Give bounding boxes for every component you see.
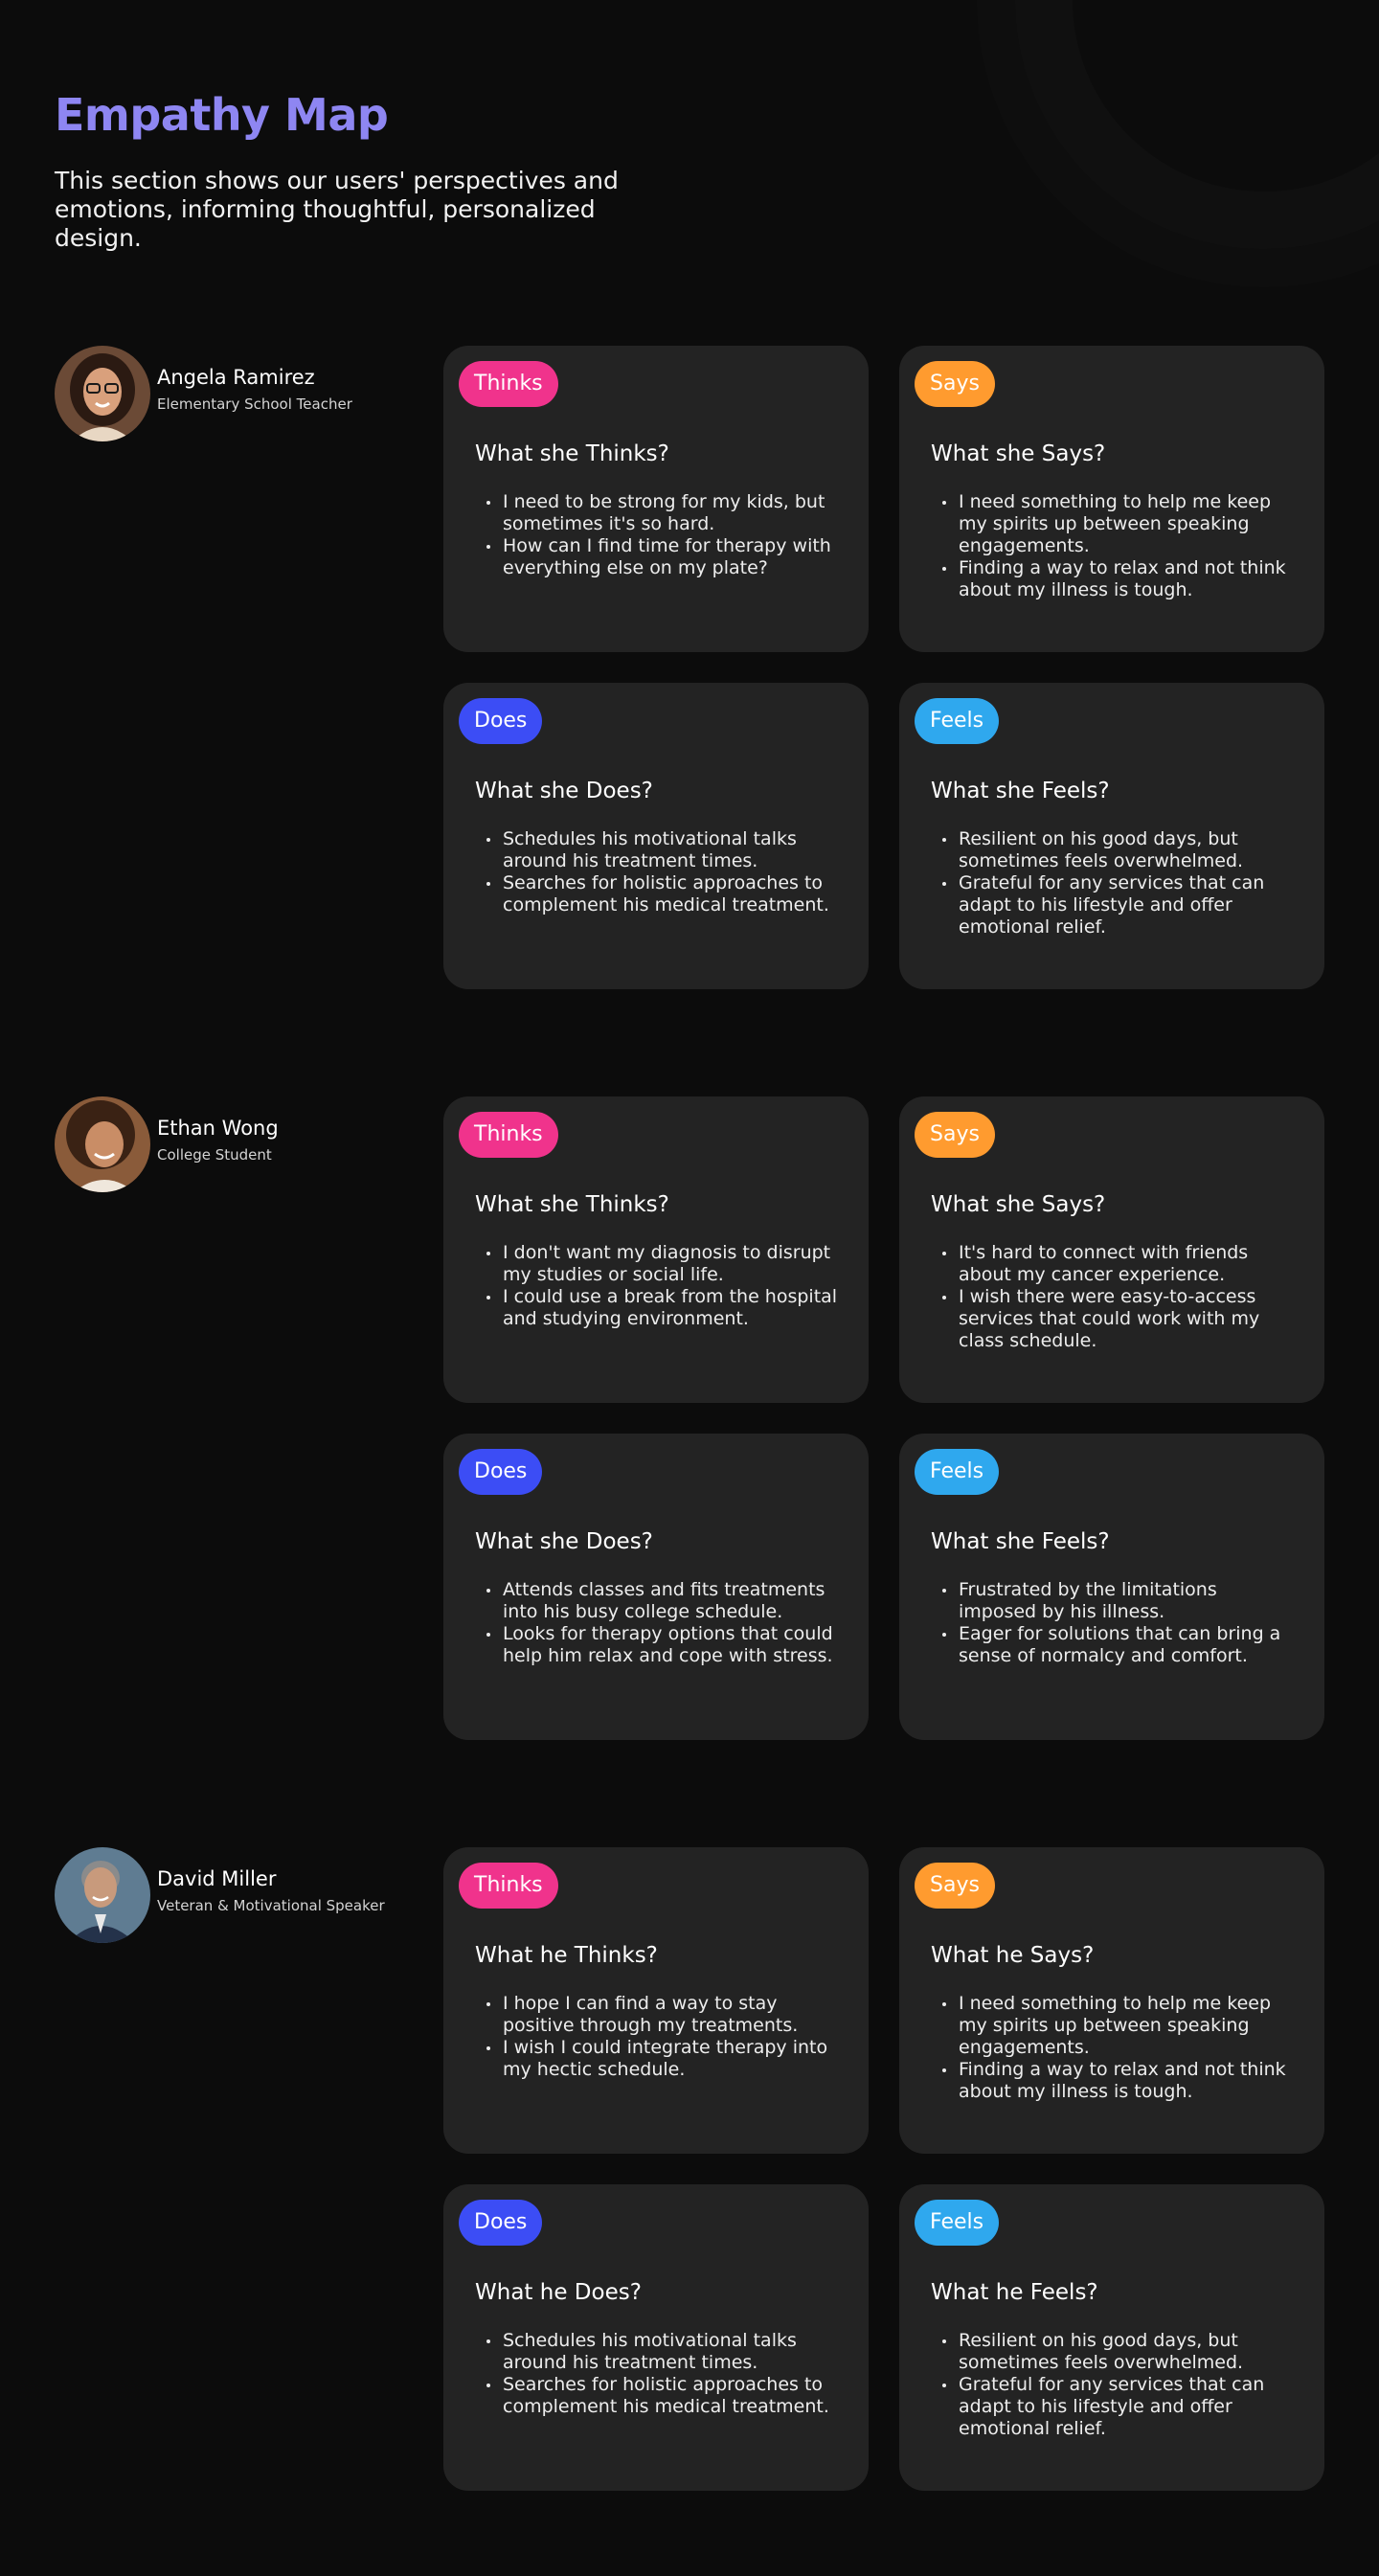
persona-profile [55, 1096, 279, 1192]
bullet-list [931, 1242, 1309, 1352]
list-item: Frustrated by the limitations imposed by his illness. [931, 1579, 1309, 1623]
does-tag: Does [459, 2200, 542, 2246]
list-item: It's hard to connect with friends about my cancer experience. [931, 1242, 1309, 1286]
avatar [55, 1096, 150, 1192]
list-item: Attends classes and fits treatments into his busy college schedule. [475, 1579, 853, 1623]
does-tag: Does [459, 698, 542, 744]
list-item: Searches for holistic approaches to complement his medical treatment. [475, 872, 853, 916]
card-heading: What he Does? [475, 2280, 642, 2305]
decorative-arc [1015, 0, 1379, 249]
feels-card [899, 683, 1324, 989]
persona-section-ethan [55, 1096, 1324, 1740]
list-item: I wish I could integrate therapy into my hectic schedule. [475, 2037, 853, 2081]
persona-name: David Miller [157, 1867, 277, 1890]
list-item: I could use a break from the hospital and studying environment. [475, 1286, 853, 1330]
list-item: Grateful for any services that can adapt to his lifestyle and offer emotional relief. [931, 872, 1309, 938]
list-item: Resilient on his good days, but sometimes feels overwhelmed. [931, 828, 1309, 872]
bullet-list [475, 491, 853, 579]
persona-role: Elementary School Teacher [157, 395, 352, 413]
bullet-list [931, 2330, 1309, 2440]
empathy-grid [443, 1096, 1324, 1740]
says-card [899, 1096, 1324, 1403]
list-item: Grateful for any services that can adapt to his lifestyle and offer emotional relief. [931, 2374, 1309, 2440]
feels-tag: Feels [915, 2200, 999, 2246]
bullet-list [931, 1579, 1309, 1667]
bullet-list [931, 1993, 1309, 2103]
list-item: I wish there were easy-to-access services that could work with my class schedule. [931, 1286, 1309, 1352]
does-tag: Does [459, 1449, 542, 1495]
empathy-grid [443, 346, 1324, 989]
thinks-tag: Thinks [459, 361, 558, 407]
list-item: Schedules his motivational talks around his treatment times. [475, 2330, 853, 2374]
bullet-list [931, 828, 1309, 938]
does-card [443, 683, 869, 989]
card-heading: What he Feels? [931, 2280, 1098, 2305]
list-item: I don't want my diagnosis to disrupt my studies or social life. [475, 1242, 853, 1286]
persona-role: College Student [157, 1146, 272, 1164]
list-item: I need something to help me keep my spirits up between speaking engagements. [931, 491, 1309, 557]
empathy-grid [443, 1847, 1324, 2491]
thinks-tag: Thinks [459, 1112, 558, 1158]
card-heading: What she Feels? [931, 779, 1110, 803]
thinks-tag: Thinks [459, 1863, 558, 1909]
list-item: Finding a way to relax and not think about my illness is tough. [931, 2059, 1309, 2103]
bullet-list [475, 1242, 853, 1330]
bullet-list [931, 491, 1309, 601]
says-card [899, 346, 1324, 652]
list-item: Looks for therapy options that could help him relax and cope with stress. [475, 1623, 853, 1667]
persona-section-david [55, 1847, 1324, 2491]
list-item: Schedules his motivational talks around his treatment times. [475, 828, 853, 872]
persona-section-angela [55, 346, 1324, 989]
avatar [55, 346, 150, 441]
thinks-card [443, 1847, 869, 2154]
does-card [443, 1434, 869, 1740]
feels-card [899, 1434, 1324, 1740]
list-item: Resilient on his good days, but sometimes feels overwhelmed. [931, 2330, 1309, 2374]
card-heading: What she Does? [475, 779, 653, 803]
persona-name: Ethan Wong [157, 1117, 279, 1140]
avatar [55, 1847, 150, 1943]
feels-tag: Feels [915, 1449, 999, 1495]
feels-card [899, 2184, 1324, 2491]
card-heading: What he Thinks? [475, 1943, 658, 1968]
list-item: Searches for holistic approaches to complement his medical treatment. [475, 2374, 853, 2418]
feels-tag: Feels [915, 698, 999, 744]
card-heading: What she Says? [931, 441, 1106, 466]
bullet-list [475, 828, 853, 916]
card-heading: What she Says? [931, 1192, 1106, 1217]
says-tag: Says [915, 1863, 995, 1909]
page-title: Empathy Map [55, 89, 389, 141]
card-heading: What she Does? [475, 1529, 653, 1554]
card-heading: What she Feels? [931, 1529, 1110, 1554]
bullet-list [475, 1993, 853, 2081]
persona-profile [55, 1847, 385, 1943]
says-tag: Says [915, 1112, 995, 1158]
list-item: Finding a way to relax and not think about my illness is tough. [931, 557, 1309, 601]
list-item: How can I find time for therapy with everything else on my plate? [475, 535, 853, 579]
list-item: I need to be strong for my kids, but sometimes it's so hard. [475, 491, 853, 535]
page-subtitle: This section shows our users' perspectives and emotions, informing thoughtful, personalized design. [55, 167, 619, 252]
persona-name: Angela Ramirez [157, 366, 315, 389]
says-tag: Says [915, 361, 995, 407]
list-item: I hope I can find a way to stay positive through my treatments. [475, 1993, 853, 2037]
card-heading: What he Says? [931, 1943, 1095, 1968]
bullet-list [475, 2330, 853, 2418]
persona-role: Veteran & Motivational Speaker [157, 1897, 385, 1914]
says-card [899, 1847, 1324, 2154]
card-heading: What she Thinks? [475, 1192, 669, 1217]
does-card [443, 2184, 869, 2491]
thinks-card [443, 1096, 869, 1403]
list-item: I need something to help me keep my spirits up between speaking engagements. [931, 1993, 1309, 2059]
card-heading: What she Thinks? [475, 441, 669, 466]
list-item: Eager for solutions that can bring a sense of normalcy and comfort. [931, 1623, 1309, 1667]
persona-profile [55, 346, 352, 441]
bullet-list [475, 1579, 853, 1667]
thinks-card [443, 346, 869, 652]
